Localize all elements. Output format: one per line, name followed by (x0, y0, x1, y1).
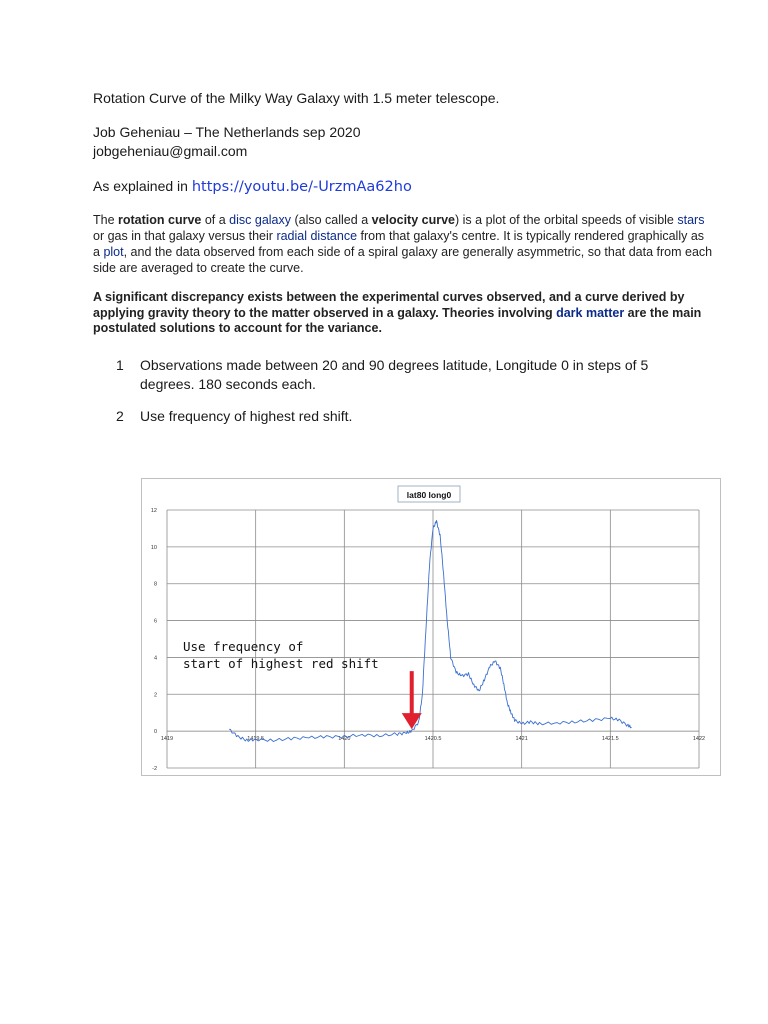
y-tick-label: 4 (153, 655, 157, 662)
x-tick-label: 1420.5 (424, 736, 442, 743)
list-number: 1 (116, 357, 124, 373)
para2-text: are the main postulated solutions to account for the variance. (93, 305, 702, 335)
x-tick-label: 1421.5 (601, 736, 619, 743)
para1-text: The (93, 213, 119, 227)
x-tick-label: 1421 (515, 736, 528, 743)
author-line: Job Geheniau – The Netherlands sep 2020 (93, 124, 361, 140)
para1-text: from that galaxy's centre. It is typically rendered graphically as a (93, 229, 705, 259)
y-tick-label: 0 (153, 729, 157, 736)
para1-text: ) is a plot of the orbital speeds of visible (455, 213, 678, 227)
chart-title: lat80 long0 (406, 490, 452, 500)
para1-text: (also called a (291, 213, 372, 227)
dark-matter-link[interactable]: dark matter (556, 305, 625, 320)
x-tick-label: 1419 (160, 736, 174, 743)
rotation-curve-paragraph (93, 212, 713, 276)
disc-galaxy-link[interactable]: disc galaxy (229, 213, 292, 227)
plot-link[interactable]: plot (103, 245, 124, 259)
list-number: 2 (116, 408, 124, 424)
stars-link[interactable]: stars (677, 213, 705, 227)
y-tick-label: 12 (150, 508, 157, 514)
para1-text: or gas in that galaxy versus their (93, 229, 277, 243)
annotation-line-2: start of highest red shift (183, 656, 379, 671)
velocity-curve-term: velocity curve (371, 213, 456, 227)
chart-title-box[interactable] (398, 486, 460, 502)
y-tick-label: 10 (150, 544, 157, 551)
youtube-link[interactable]: https://youtu.be/-UrzmAa62ho (191, 179, 412, 195)
explained-prefix: As explained in (93, 178, 192, 194)
para2-text: A significant discrepancy exists between the experimental curves observed, and a curve derived by applying gravity theory to the matter observed in a galaxy. Theories involving (93, 290, 685, 320)
radial-distance-link[interactable]: radial distance (276, 229, 358, 243)
rotation-curve-term: rotation curve (118, 213, 202, 227)
explained-line (93, 178, 412, 195)
y-tick-label: 2 (153, 692, 157, 699)
y-tick-label: -2 (152, 766, 157, 772)
list-text: Observations made between 20 and 90 degrees latitude, Longitude 0 in steps of 5 degrees. 180 seconds each. (140, 357, 649, 392)
para1-text: , and the data observed from each side of a spiral galaxy are generally asymmetric, so that data from each side are averaged to create the curve. (93, 245, 713, 275)
x-tick-label: 1422 (692, 736, 706, 743)
author-email[interactable]: jobgeheniau@gmail.com (93, 143, 248, 159)
x-tick-label: 1420 (338, 736, 351, 743)
x-tick-label: 1419.5 (247, 736, 265, 743)
list-text: Use frequency of highest red shift. (140, 408, 353, 424)
dark-matter-paragraph (93, 290, 713, 337)
para1-text: of a (201, 213, 230, 227)
document-title: Rotation Curve of the Milky Way Galaxy with 1.5 meter telescope. (93, 90, 500, 106)
y-tick-label: 6 (153, 618, 157, 625)
annotation-line-1: Use frequency of (183, 639, 304, 654)
y-tick-label: 8 (153, 581, 157, 588)
spectrum-chart (141, 478, 721, 776)
